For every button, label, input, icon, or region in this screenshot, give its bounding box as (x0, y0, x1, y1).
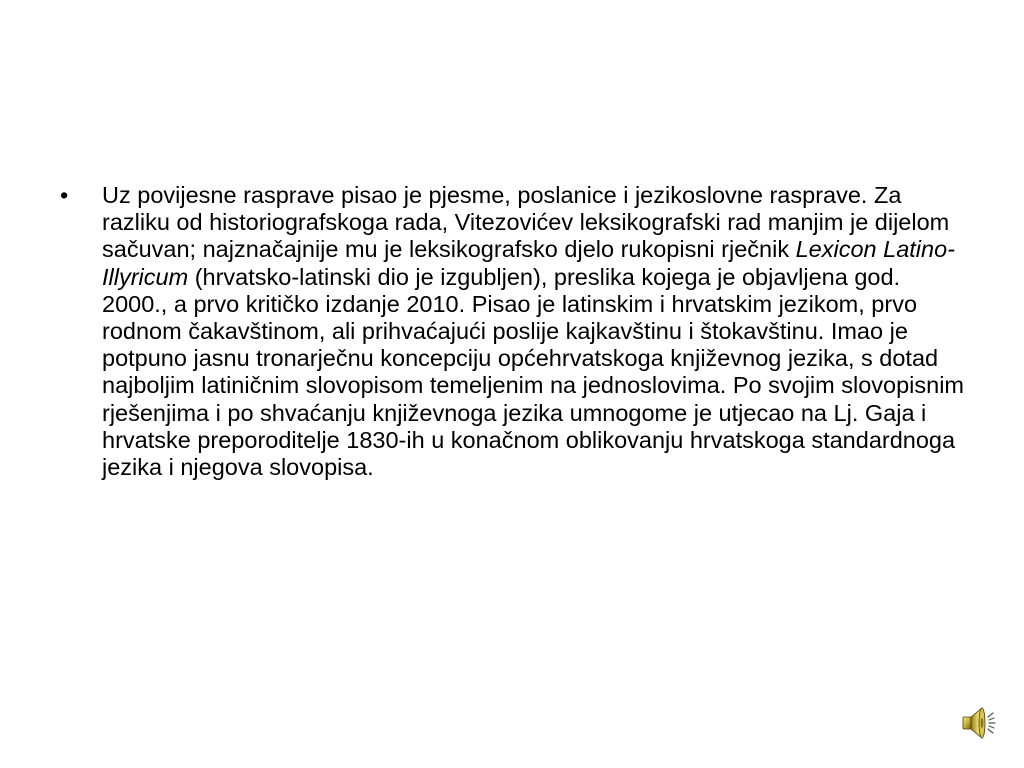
speaker-icon[interactable] (958, 703, 998, 743)
speaker-icon-graphic (958, 703, 998, 743)
paragraph-text-part1: Uz povijesne rasprave pisao je pjesme, poslanice i jezikoslovne rasprave. Za razliku od historiografskoga rada, Vitezovićev leksikografski rad manjim je dijelom sačuvan; najznačajnije mu je leksikografsko djelo rukopisni rječnik (102, 182, 950, 263)
paragraph-text-part2: (hrvatsko-latinski dio je izgubljen), preslika kojega je objavljena god. 2000., a prvo kritičko izdanje 2010. Pisao je latinskim i hrvatskim jezikom, prvo rodnom čakavštinom, ali prihvaćajući poslije kajkavštinu i štokavštinu. Imao je potpuno jasnu tronarječnu koncepciju općehrvatskoga književnog jezika, s dotad najboljim latiničnim slovopisom temeljenim na jednoslovima. Po svojim slovopisnim rješenjima i po shvaćanju književnoga jezika umnogome je utjecao na Lj. Gaja i hrvatske preporoditelje 1830-ih u konačnom oblikovanju hrvatskoga standardnoga jezika i njegova slovopisa. (102, 263, 965, 481)
bullet-paragraph (60, 182, 970, 481)
paragraph-text (102, 182, 964, 480)
slide-body (60, 182, 970, 481)
lexicon-title: Lexicon Latino-Illyricum (102, 236, 955, 290)
bullet-marker: • (60, 182, 69, 208)
